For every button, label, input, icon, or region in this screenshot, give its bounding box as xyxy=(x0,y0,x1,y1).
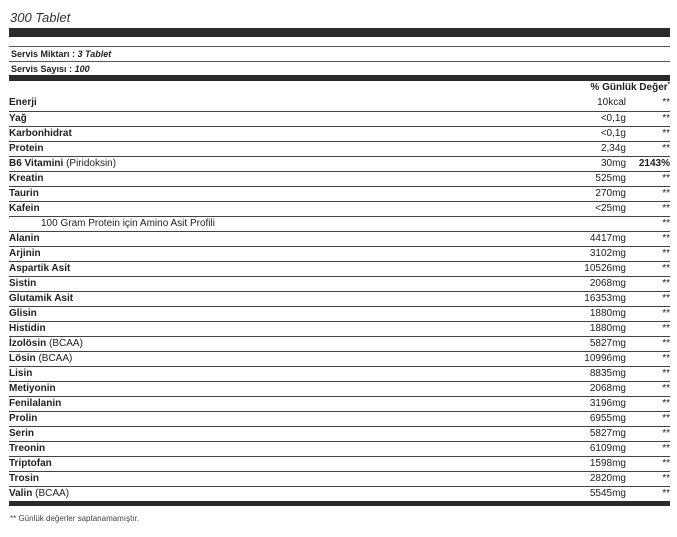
table-row xyxy=(9,396,670,411)
nutrient-name-cell xyxy=(9,336,456,351)
table-row xyxy=(9,351,670,366)
nutrient-name: Trosin xyxy=(9,472,40,484)
nutrient-name: Treonin xyxy=(9,442,46,454)
nutrient-name-cell xyxy=(9,486,456,501)
nutrition-table xyxy=(9,96,670,502)
table-row xyxy=(9,276,670,291)
nutrient-name-cell xyxy=(9,396,456,411)
table-row xyxy=(9,306,670,321)
nutrient-amount: 3196mg xyxy=(456,396,626,411)
nutrient-daily-value: ** xyxy=(626,336,670,351)
nutrient-name-cell xyxy=(9,126,456,141)
nutrient-amount: 10526mg xyxy=(456,261,626,276)
nutrient-amount: 2068mg xyxy=(456,381,626,396)
nutrient-daily-value: ** xyxy=(626,171,670,186)
nutrient-amount: 5545mg xyxy=(456,486,626,501)
nutrient-name-cell xyxy=(9,366,456,381)
table-row xyxy=(9,366,670,381)
nutrient-amount: 8835mg xyxy=(456,366,626,381)
divider xyxy=(9,61,670,62)
table-row xyxy=(9,381,670,396)
nutrient-daily-value: ** xyxy=(626,126,670,141)
servings-value: 100 xyxy=(74,64,90,74)
nutrient-daily-value: ** xyxy=(626,456,670,471)
nutrient-amount: 525mg xyxy=(456,171,626,186)
nutrient-amount: 6955mg xyxy=(456,411,626,426)
nutrient-name: Histidin xyxy=(9,322,46,334)
nutrient-name: Kafein xyxy=(9,202,40,214)
nutrient-name-cell xyxy=(9,141,456,156)
nutrient-amount: 30mg xyxy=(456,156,626,171)
nutrient-name-cell xyxy=(9,441,456,456)
serving-size xyxy=(11,49,111,59)
nutrient-name: Glutamik Asit xyxy=(9,292,74,304)
nutrient-amount: 4417mg xyxy=(456,231,626,246)
nutrient-amount: 1880mg xyxy=(456,306,626,321)
nutrient-name: Enerji xyxy=(9,97,37,109)
table-row xyxy=(9,411,670,426)
nutrient-name-cell xyxy=(9,426,456,441)
serving-size-label: Servis Miktarı : xyxy=(11,49,76,59)
table-row xyxy=(9,246,670,261)
product-title: 300 Tablet xyxy=(10,10,71,25)
nutrient-name: Taurin xyxy=(9,187,39,199)
nutrient-daily-value: ** xyxy=(626,441,670,456)
nutrient-amount: 5827mg xyxy=(456,426,626,441)
nutrient-name-cell xyxy=(9,246,456,261)
nutrient-daily-value: ** xyxy=(626,411,670,426)
nutrient-amount: 6109mg xyxy=(456,441,626,456)
nutrient-daily-value: ** xyxy=(626,306,670,321)
nutrient-name: Protein xyxy=(9,142,44,154)
nutrient-name: Fenilalanin xyxy=(9,397,62,409)
nutrient-amount: <25mg xyxy=(456,201,626,216)
divider xyxy=(9,46,670,47)
nutrient-name-cell xyxy=(9,306,456,321)
nutrient-note: (BCAA) xyxy=(38,352,73,364)
nutrient-daily-value: ** xyxy=(626,471,670,486)
table-row xyxy=(9,201,670,216)
nutrient-amount: 10kcal xyxy=(456,96,626,111)
nutrient-name: Aspartik Asit xyxy=(9,262,71,274)
bottom-thick-rule xyxy=(9,501,670,506)
table-row xyxy=(9,426,670,441)
nutrient-name: Alanin xyxy=(9,232,40,244)
nutrient-name-cell xyxy=(9,261,456,276)
nutrient-name: Glisin xyxy=(9,307,37,319)
nutrient-daily-value: ** xyxy=(626,141,670,156)
nutrient-name: Prolin xyxy=(9,412,38,424)
servings-label: Servis Sayısı : xyxy=(11,64,73,74)
table-row xyxy=(9,96,670,111)
nutrient-amount: 1598mg xyxy=(456,456,626,471)
nutrient-name-cell xyxy=(9,381,456,396)
nutrient-daily-value: ** xyxy=(626,366,670,381)
nutrient-name: Karbonhidrat xyxy=(9,127,72,139)
table-row xyxy=(9,486,670,501)
nutrient-daily-value: ** xyxy=(626,381,670,396)
nutrient-name: Kreatin xyxy=(9,172,44,184)
nutrient-daily-value: ** xyxy=(626,261,670,276)
nutrient-daily-value: ** xyxy=(626,351,670,366)
daily-value-header xyxy=(590,82,670,93)
nutrient-amount: 1880mg xyxy=(456,321,626,336)
nutrient-note: 100 Gram Protein için Amino Asit Profili xyxy=(41,217,215,229)
nutrient-amount: 5827mg xyxy=(456,336,626,351)
nutrient-daily-value: ** xyxy=(626,96,670,111)
nutrient-name-cell xyxy=(9,411,456,426)
nutrient-name-cell xyxy=(9,471,456,486)
nutrient-name-cell xyxy=(9,291,456,306)
nutrient-amount: <0,1g xyxy=(456,111,626,126)
table-row xyxy=(9,216,670,231)
nutrient-amount: 2820mg xyxy=(456,471,626,486)
nutrient-daily-value: ** xyxy=(626,426,670,441)
daily-value-header-label: % Günlük Değer xyxy=(590,82,668,93)
nutrient-daily-value: ** xyxy=(626,486,670,501)
nutrient-daily-value: ** xyxy=(626,276,670,291)
nutrient-daily-value: ** xyxy=(626,231,670,246)
nutrient-name: Yağ xyxy=(9,112,27,124)
nutrient-name-cell xyxy=(9,201,456,216)
nutrient-name: Arjinin xyxy=(9,247,41,259)
table-row xyxy=(9,261,670,276)
nutrient-note: (BCAA) xyxy=(49,337,83,349)
nutrient-name: Metiyonin xyxy=(9,382,56,394)
nutrient-name-cell xyxy=(9,231,456,246)
nutrient-name-cell xyxy=(9,321,456,336)
table-row xyxy=(9,456,670,471)
table-row xyxy=(9,186,670,201)
nutrient-name-cell xyxy=(9,186,456,201)
nutrient-name: Sistin xyxy=(9,277,37,289)
footnote: ** Günlük değerler saptanamamıştır. xyxy=(10,514,139,523)
nutrient-name: Lisin xyxy=(9,367,33,379)
table-row xyxy=(9,141,670,156)
nutrient-daily-value: ** xyxy=(626,396,670,411)
table-row xyxy=(9,126,670,141)
table-row xyxy=(9,321,670,336)
nutrient-daily-value: ** xyxy=(626,201,670,216)
nutrient-note: (BCAA) xyxy=(35,487,70,499)
nutrient-daily-value: ** xyxy=(626,291,670,306)
table-row xyxy=(9,441,670,456)
table-row xyxy=(9,171,670,186)
table-row xyxy=(9,156,670,171)
nutrient-amount: 3102mg xyxy=(456,246,626,261)
nutrient-amount: 2068mg xyxy=(456,276,626,291)
table-row xyxy=(9,111,670,126)
nutrient-daily-value: ** xyxy=(626,216,670,231)
nutrient-daily-value: ** xyxy=(626,321,670,336)
nutrient-name-cell xyxy=(9,171,456,186)
table-row xyxy=(9,471,670,486)
nutrient-name-cell xyxy=(9,216,456,231)
nutrient-amount: 270mg xyxy=(456,186,626,201)
nutrient-amount: <0,1g xyxy=(456,126,626,141)
nutrient-name-cell xyxy=(9,276,456,291)
table-row xyxy=(9,291,670,306)
nutrient-daily-value: 2143% xyxy=(626,156,670,171)
nutrient-daily-value: ** xyxy=(626,246,670,261)
nutrient-daily-value: ** xyxy=(626,111,670,126)
nutrient-name: Valin xyxy=(9,487,33,499)
nutrient-name-cell xyxy=(9,156,456,171)
nutrient-amount: 16353mg xyxy=(456,291,626,306)
nutrient-amount xyxy=(456,216,626,231)
nutrient-note: (Piridoksin) xyxy=(66,157,117,169)
nutrient-name: Serin xyxy=(9,427,35,439)
nutrient-name: İzolösin xyxy=(9,337,47,349)
nutrient-name-cell xyxy=(9,96,456,111)
top-thick-rule xyxy=(9,28,670,37)
nutrient-name: Triptofan xyxy=(9,457,52,469)
table-row xyxy=(9,231,670,246)
nutrient-name: B6 Vitamini xyxy=(9,157,64,169)
nutrient-name: Lösin xyxy=(9,352,36,364)
serving-size-value: 3 Tablet xyxy=(77,49,112,59)
servings-count xyxy=(11,64,90,74)
daily-value-header-mark: * xyxy=(667,82,670,88)
nutrient-amount: 10996mg xyxy=(456,351,626,366)
nutrient-daily-value: ** xyxy=(626,186,670,201)
nutrient-amount: 2,34g xyxy=(456,141,626,156)
nutrient-name-cell xyxy=(9,351,456,366)
header-thick-rule xyxy=(9,75,670,81)
nutrient-name-cell xyxy=(9,111,456,126)
nutrient-name-cell xyxy=(9,456,456,471)
table-row xyxy=(9,336,670,351)
